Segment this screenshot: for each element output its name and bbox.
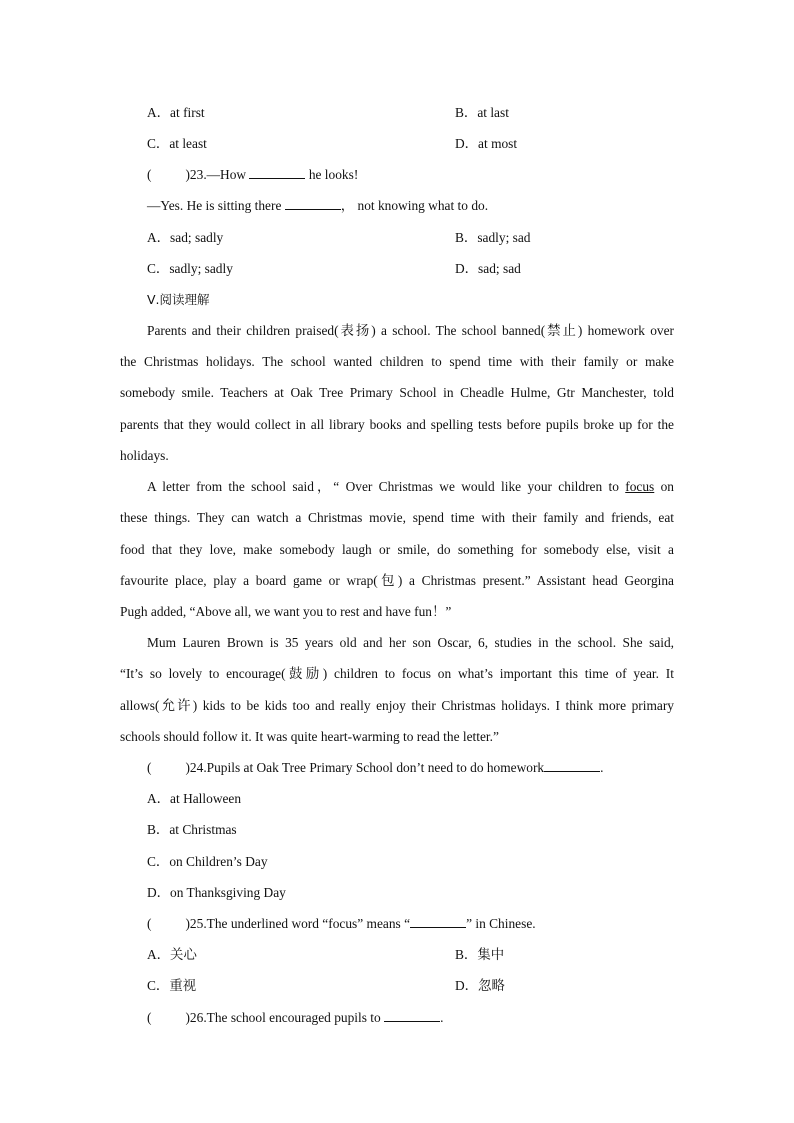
q25-open-paren: ( [147,916,152,931]
q22-option-a: A．at first [147,105,205,120]
p2-line-1-b: on [660,479,674,494]
q26-blank[interactable] [384,1009,440,1022]
p3-line-3: allows(允许) kids to be kids too and really enjoy their Christmas holidays. I think more primary [120,698,674,713]
q24-text: )24.Pupils at Oak Tree Primary School don’t need to do homework [185,760,545,775]
q23-after-blank: he looks! [308,167,359,182]
p2-line-1-a: A letter from the school said，“ Over Christmas we would like your children to [147,479,619,494]
q24-stem [147,759,604,777]
q24-blank[interactable] [544,759,600,772]
q25-option-a: A．关心 [147,947,197,962]
q24-option-d: D．on Thanksgiving Day [147,885,286,900]
q23-blank-2[interactable] [285,197,341,210]
q25-text: )25.The underlined word “focus” means “ [185,916,411,931]
q26-end: . [440,1010,444,1025]
q23-option-c: C．sadly; sadly [147,261,233,276]
p1-line-1: Parents and their children praised(表扬) a school. The school banned(禁止) homework over [147,323,674,338]
q23-option-a: A．sad; sadly [147,230,224,245]
p3-line-2: “It’s so lovely to encourage(鼓励) children to focus on what’s important this time of year. It [120,666,674,681]
p2-line-5: Pugh added, “Above all, we want you to rest and have fun！” [120,604,452,619]
section-heading: Ⅴ.阅读理解 [147,292,210,307]
p2-line-2: these things. They can watch a Christmas movie, spend time with their family and friends, eat [120,510,674,525]
p1-line-3: somebody smile. Teachers at Oak Tree Primary School in Cheadle Hulme, Gtr Manchester, told [120,385,674,400]
q24-option-c: C．on Children’s Day [147,854,268,869]
q24-option-b: B．at Christmas [147,822,237,837]
q23-open-paren: ( [147,167,152,182]
q25-end: ” in Chinese. [466,916,536,931]
p3-line-1: Mum Lauren Brown is 35 years old and her son Oscar, 6, studies in the school. She said, [147,635,674,650]
p1-line-5: holidays. [120,448,169,463]
q24-open-paren: ( [147,760,152,775]
p3-line-4: schools should follow it. It was quite heart-warming to read the letter.” [120,729,499,744]
q26-open-paren: ( [147,1010,152,1025]
p2-line-4: favourite place, play a board game or wrap(包) a Christmas present.” Assistant head Georgina [120,573,674,588]
p2-line-3: food that they love, make somebody laugh or smile, do something for somebody else, visit a [120,542,674,557]
q23-line2-end: ， not knowing what to do. [340,198,489,213]
q22-option-b: B．at last [455,105,509,120]
q23-label: )23.—How [185,167,247,182]
q26-stem [147,1009,443,1027]
q25-option-c: C．重视 [147,978,197,993]
q22-option-c: C．at least [147,136,207,151]
q22-option-d: D．at most [455,136,518,151]
q25-stem [147,915,536,933]
q25-option-b: B．集中 [455,947,505,962]
q23-option-b: B．sadly; sad [455,230,531,245]
q23-option-d: D．sad; sad [455,261,521,276]
q23-stem [147,166,358,184]
q25-blank[interactable] [410,915,466,928]
q23-blank-1[interactable] [249,166,305,179]
p1-line-2: the Christmas holidays. The school wanted children to spend time with their family or make [120,354,674,369]
q23-line2 [147,197,488,215]
focus-underlined-word: focus [625,479,655,494]
q24-end: . [600,760,604,775]
p2-line-1 [147,478,674,496]
q23-line2-start: —Yes. He is sitting there [147,198,282,213]
p1-line-4: parents that they would collect in all library books and spelling tests before pupils broke up for the [120,417,674,432]
q26-text: )26.The school encouraged pupils to [185,1010,381,1025]
q24-option-a: A．at Halloween [147,791,242,806]
q25-option-d: D．忽略 [455,978,505,993]
